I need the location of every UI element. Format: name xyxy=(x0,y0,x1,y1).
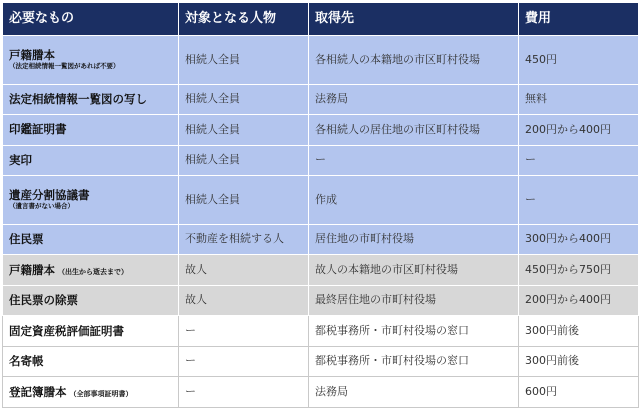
target-cell: 相続人全員 xyxy=(179,36,309,85)
item-name: 住民票 xyxy=(9,232,44,247)
item-cell xyxy=(3,285,179,316)
header-cost: 費用 xyxy=(519,3,639,36)
source-cell: 都税事務所・市町村役場の窓口 xyxy=(309,346,519,377)
target-cell: 相続人全員 xyxy=(179,145,309,176)
cost-cell: 450円 xyxy=(519,36,639,85)
table-row xyxy=(3,285,639,316)
item-name: 固定資産税評価証明書 xyxy=(9,323,124,338)
item-name: 実印 xyxy=(9,152,32,167)
table-row xyxy=(3,377,639,408)
header-item: 必要なもの xyxy=(3,3,179,36)
target-cell: 相続人全員 xyxy=(179,176,309,225)
item-cell xyxy=(3,84,179,115)
source-cell: 故人の本籍地の市区町村役場 xyxy=(309,255,519,286)
table-row xyxy=(3,255,639,286)
item-cell xyxy=(3,36,179,85)
item-cell xyxy=(3,115,179,146)
source-cell: 各相続人の居住地の市区町村役場 xyxy=(309,115,519,146)
item-name: 登記簿謄本 xyxy=(9,384,67,399)
cost-cell: 300円から400円 xyxy=(519,224,639,255)
table-row xyxy=(3,224,639,255)
cost-cell: 200円から400円 xyxy=(519,285,639,316)
source-cell: 最終居住地の市町村役場 xyxy=(309,285,519,316)
item-name: 名寄帳 xyxy=(9,354,44,369)
table-row xyxy=(3,316,639,347)
source-cell: 居住地の市町村役場 xyxy=(309,224,519,255)
cost-cell: 450円から750円 xyxy=(519,255,639,286)
documents-table xyxy=(2,2,639,408)
cost-cell: 200円から400円 xyxy=(519,115,639,146)
table-row xyxy=(3,115,639,146)
header-row xyxy=(3,3,639,36)
item-cell xyxy=(3,377,179,408)
item-name: 住民票の除票 xyxy=(9,293,78,308)
item-cell xyxy=(3,176,179,225)
target-cell: ー xyxy=(179,377,309,408)
target-cell: ー xyxy=(179,316,309,347)
item-inline-note: （出生から逝去まで） xyxy=(58,267,128,276)
source-cell: 都税事務所・市町村役場の窓口 xyxy=(309,316,519,347)
item-cell xyxy=(3,255,179,286)
table-row xyxy=(3,176,639,225)
table-header xyxy=(3,3,639,36)
item-name: 印鑑証明書 xyxy=(9,122,67,137)
target-cell: 不動産を相続する人 xyxy=(179,224,309,255)
table-row xyxy=(3,145,639,176)
item-name: 法定相続情報一覧図の写し xyxy=(9,91,147,106)
header-source: 取得先 xyxy=(309,3,519,36)
cost-cell: 300円前後 xyxy=(519,346,639,377)
item-name: 遺産分割協議書 xyxy=(9,188,90,203)
cost-cell: 600円 xyxy=(519,377,639,408)
table-row xyxy=(3,36,639,85)
cost-cell: ー xyxy=(519,176,639,225)
header-target: 対象となる人物 xyxy=(179,3,309,36)
table-row xyxy=(3,84,639,115)
item-cell xyxy=(3,224,179,255)
item-note: （法定相続情報一覧図があれば不要） xyxy=(9,62,120,71)
cost-cell: 無料 xyxy=(519,84,639,115)
table-row xyxy=(3,346,639,377)
item-cell xyxy=(3,316,179,347)
source-cell: ー xyxy=(309,145,519,176)
table-body xyxy=(3,36,639,408)
cost-cell: ー xyxy=(519,145,639,176)
item-name: 戸籍謄本 xyxy=(9,262,55,277)
source-cell: 法務局 xyxy=(309,377,519,408)
cost-cell: 300円前後 xyxy=(519,316,639,347)
item-inline-note: （全部事項証明書） xyxy=(69,389,133,398)
target-cell: 相続人全員 xyxy=(179,115,309,146)
item-name: 戸籍謄本 xyxy=(9,48,55,62)
item-note: （遺言書がない場合） xyxy=(9,202,74,211)
target-cell: ー xyxy=(179,346,309,377)
item-cell xyxy=(3,346,179,377)
source-cell: 各相続人の本籍地の市区町村役場 xyxy=(309,36,519,85)
target-cell: 故人 xyxy=(179,285,309,316)
target-cell: 相続人全員 xyxy=(179,84,309,115)
item-cell xyxy=(3,145,179,176)
source-cell: 法務局 xyxy=(309,84,519,115)
source-cell: 作成 xyxy=(309,176,519,225)
target-cell: 故人 xyxy=(179,255,309,286)
